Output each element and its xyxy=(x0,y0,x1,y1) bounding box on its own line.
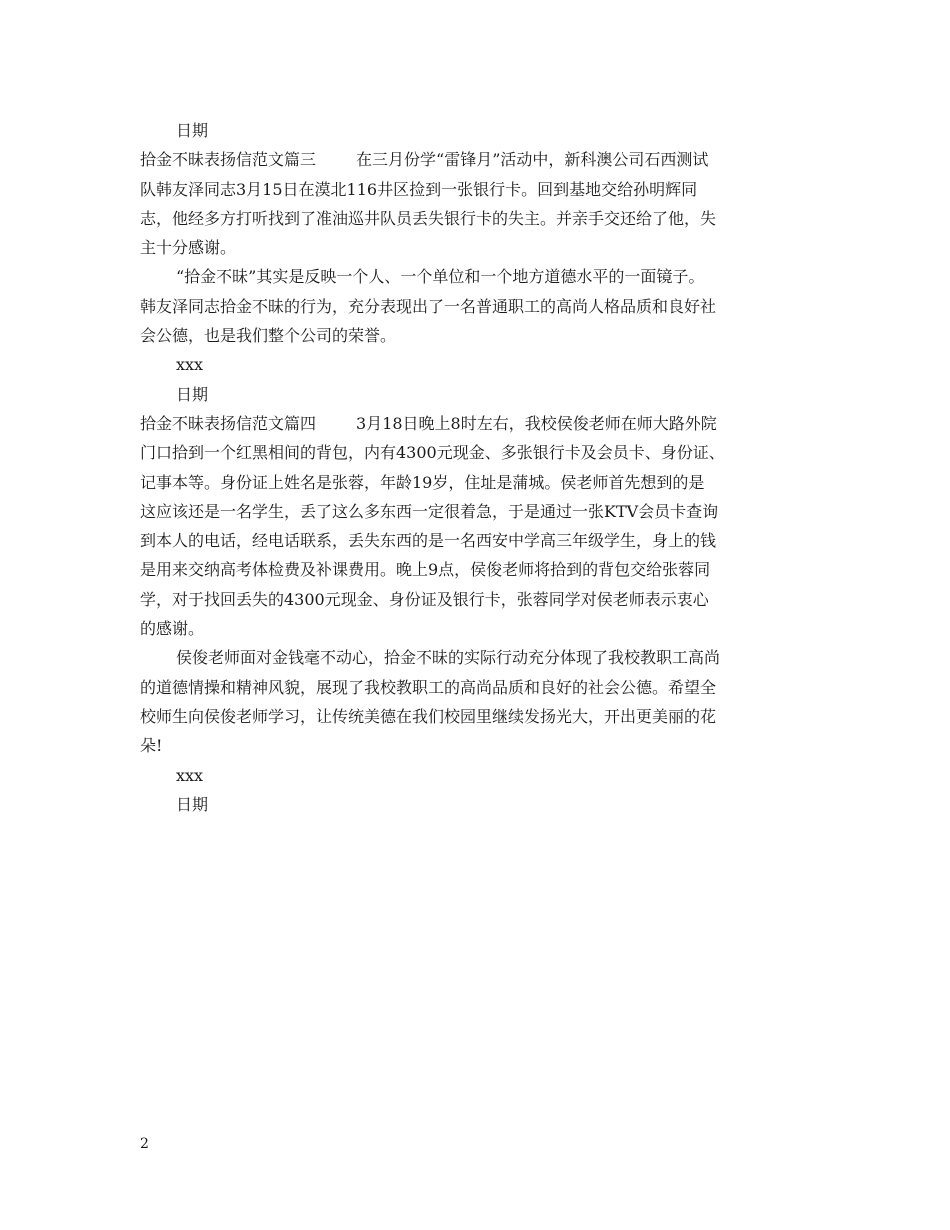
date-line: 日期 xyxy=(176,384,209,404)
paragraph-line: 学，对于找回丢失的4300元现金、身份证及银行卡，张蓉同学对侯老师表示衷心 xyxy=(140,589,709,609)
paragraph-line: 的道德情操和精神风貌，展现了我校教职工的高尚品质和良好的社会公德。希望全 xyxy=(140,677,717,697)
document-body xyxy=(140,116,816,819)
page-number: 2 xyxy=(140,1136,149,1152)
paragraph-line: 门口拾到一个红黑相间的背包，内有4300元现金、多张银行卡及会员卡、身份证、 xyxy=(140,443,725,463)
paragraph-line: 韩友泽同志拾金不昧的行为，充分表现出了一名普通职工的高尚人格品质和良好社 xyxy=(140,296,717,316)
section-heading-line xyxy=(140,409,816,438)
section-title: 拾金不昧表扬信范文篇四 xyxy=(140,413,317,433)
paragraph-text: 3月18日晚上8时左右，我校侯俊老师在师大路外院 xyxy=(356,413,717,433)
signature-line: xxx xyxy=(176,765,204,785)
paragraph-line: 的感谢。 xyxy=(140,619,205,639)
paragraph-line: “拾金不昧”其实是反映一个人、一个单位和一个地方道德水平的一面镜子。 xyxy=(176,267,705,287)
paragraph-line: 到本人的电话，经电话联系，丢失东西的是一名西安中学高三年级学生，身上的钱 xyxy=(140,531,717,551)
paragraph-line: 记事本等。身份证上姓名是张蓉，年龄19岁，住址是蒲城。侯老师首先想到的是 xyxy=(140,472,705,492)
paragraph-line: 是用来交纳高考体检费及补课费用。晚上9点，侯俊老师将拾到的背包交给张蓉同 xyxy=(140,560,711,580)
paragraph-text: 在三月份学“雷锋月”活动中，新科澳公司石西测试 xyxy=(356,150,709,170)
paragraph-line: 朵! xyxy=(140,736,163,756)
paragraph-line: 校师生向侯俊老师学习，让传统美德在我们校园里继续发扬光大，开出更美丽的花 xyxy=(140,706,717,726)
section-title: 拾金不昧表扬信范文篇三 xyxy=(140,150,317,170)
paragraph-line: 主十分感谢。 xyxy=(140,238,237,258)
date-line: 日期 xyxy=(176,794,209,814)
section-heading-line xyxy=(140,145,816,174)
paragraph-line: 侯俊老师面对金钱毫不动心，拾金不昧的实际行动充分体现了我校教职工高尚 xyxy=(176,648,721,668)
signature-line: xxx xyxy=(176,355,204,375)
date-line: 日期 xyxy=(176,121,209,140)
paragraph-line: 会公德，也是我们整个公司的荣誉。 xyxy=(140,326,397,346)
paragraph-line: 队韩友泽同志3月15日在漠北116井区捡到一张银行卡。回到基地交给孙明辉同 xyxy=(140,179,698,199)
paragraph-line: 志，他经多方打听找到了准油巡井队员丢失银行卡的失主。并亲手交还给了他，失 xyxy=(140,208,717,228)
paragraph-line: 这应该还是一名学生，丢了这么多东西一定很着急，于是通过一张KTV会员卡查询 xyxy=(140,501,719,521)
